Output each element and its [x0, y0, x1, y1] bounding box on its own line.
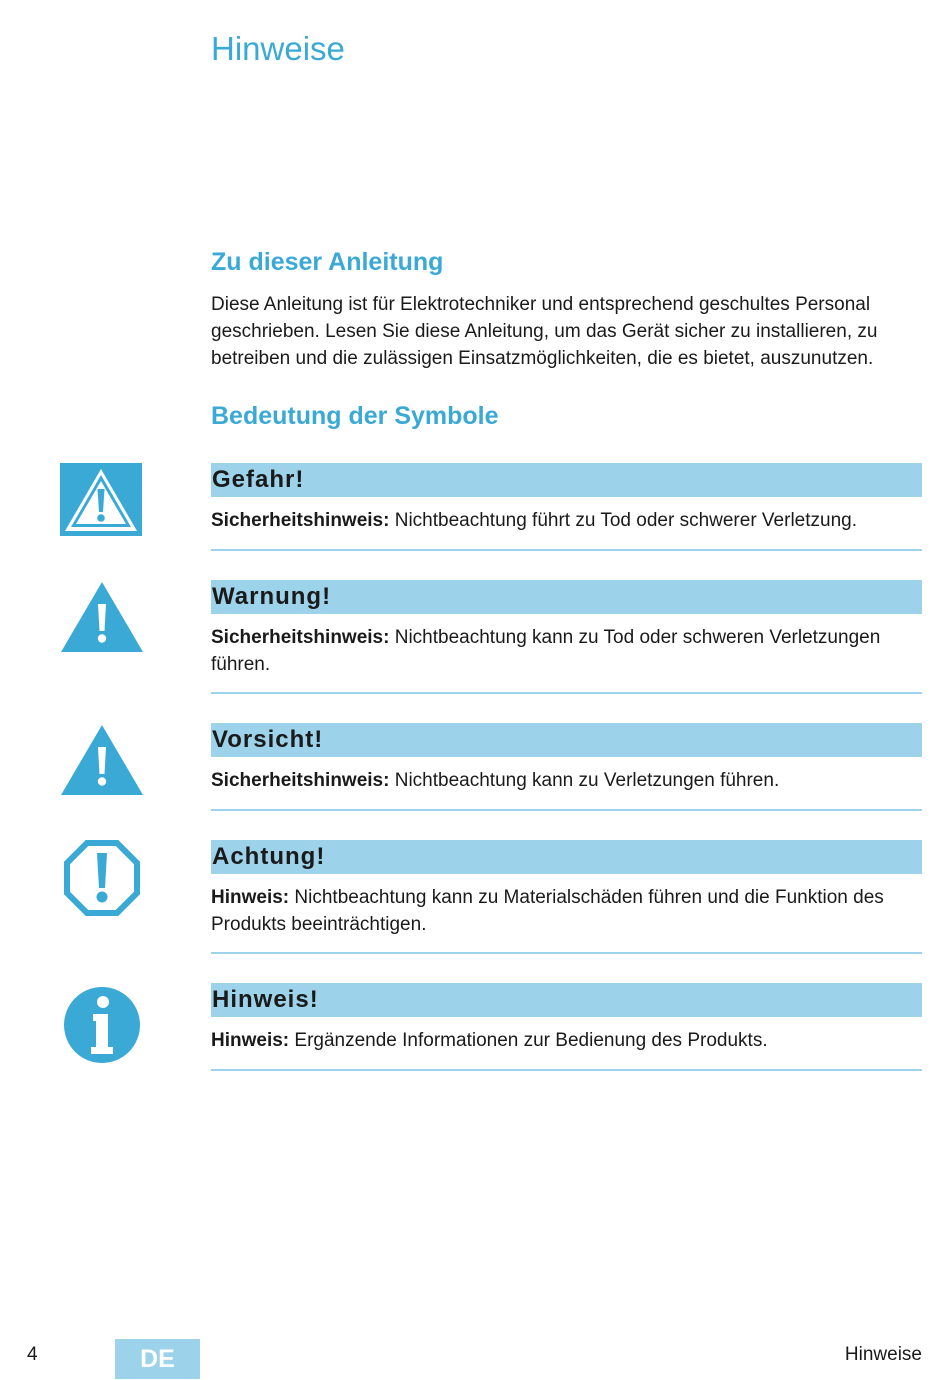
symbol-prefix: Sicherheitshinweis: [211, 627, 390, 648]
symbol-divider [211, 1069, 922, 1071]
symbol-text-info [211, 1027, 922, 1054]
caution-triangle-icon [60, 723, 144, 801]
symbol-text-caution [211, 767, 922, 794]
warning-triangle-icon [60, 580, 144, 658]
symbol-description: Nichtbeachtung kann zu Verletzungen führen. [394, 770, 780, 791]
symbol-label-attention: Achtung! [211, 840, 922, 874]
footer-section-title: Hinweise [844, 1344, 922, 1365]
symbol-label-info: Hinweis! [211, 983, 922, 1017]
info-circle-icon [60, 985, 144, 1063]
symbol-divider [211, 692, 922, 694]
symbol-prefix: Sicherheitshinweis: [211, 510, 390, 531]
symbol-label-warning: Warnung! [211, 580, 922, 614]
language-badge: DE [115, 1339, 200, 1379]
symbol-prefix: Hinweis: [211, 887, 290, 908]
symbol-description: Nichtbeachtung kann zu Tod oder schweren Verletzungen führen. [211, 627, 881, 675]
attention-octagon-icon [60, 840, 144, 918]
symbol-divider [211, 809, 922, 811]
symbol-prefix: Hinweis: [211, 1030, 290, 1051]
symbol-divider [211, 952, 922, 954]
page-title: Hinweise [211, 30, 345, 67]
symbol-description: Ergänzende Informationen zur Bedienung des Produkts. [294, 1030, 768, 1051]
symbol-text-attention [211, 884, 922, 938]
symbol-label-caution: Vorsicht! [211, 723, 922, 757]
danger-warning-icon [60, 463, 144, 541]
symbol-text-danger [211, 507, 922, 534]
intro-heading: Zu dieser Anleitung [211, 248, 444, 276]
symbol-label-danger: Gefahr! [211, 463, 922, 497]
intro-text: Diese Anleitung ist für Elektrotechniker und entsprechend geschultes Personal geschrieben. Lesen Sie diese Anleitung, um das Gerät sicher zu installieren, zu betreiben und die zulässigen Einsatzmöglichkeiten, die es bietet, auszunutzen. [211, 294, 878, 369]
symbol-divider [211, 549, 922, 551]
symbols-heading: Bedeutung der Symbole [211, 402, 499, 430]
symbol-description: Nichtbeachtung führt zu Tod oder schwerer Verletzung. [394, 510, 857, 531]
symbol-text-warning [211, 624, 922, 678]
symbol-prefix: Sicherheitshinweis: [211, 770, 390, 791]
symbol-description: Nichtbeachtung kann zu Materialschäden führen und die Funktion des Produkts beeinträchtigen. [211, 887, 884, 935]
page-number: 4 [27, 1344, 38, 1365]
